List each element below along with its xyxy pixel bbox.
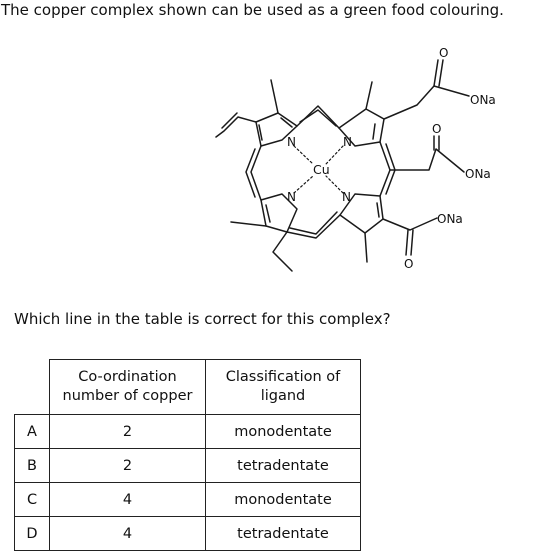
nitrogen-label: N (343, 135, 352, 149)
ligand-classification-cell: tetradentate (206, 517, 361, 551)
empty-header-cell (15, 360, 50, 415)
intro-text: The copper complex shown can be used as a green food colouring. (1, 1, 504, 19)
option-letter: B (15, 449, 50, 483)
carboxylate-label: ONa (470, 93, 496, 107)
coordination-number-cell: 4 (50, 483, 206, 517)
carboxylate-bottom (383, 218, 437, 230)
coordination-number-cell: 4 (50, 517, 206, 551)
copper-label: Cu (313, 162, 330, 177)
ligand-classification-cell: tetradentate (206, 449, 361, 483)
table-row (15, 449, 361, 483)
table-row (15, 517, 361, 551)
nitrogen-label: N (287, 190, 296, 204)
ligand-classification-cell: monodentate (206, 483, 361, 517)
question-text: Which line in the table is correct for this complex? (14, 310, 391, 328)
carboxylate-label: ONa (437, 212, 463, 226)
ligand-classification-cell: monodentate (206, 415, 361, 449)
oxygen-label: O (404, 257, 414, 271)
table-row (15, 483, 361, 517)
oxygen-label: O (432, 122, 442, 136)
table-header-row (15, 360, 361, 415)
option-letter: D (15, 517, 50, 551)
carboxylate-label: ONa (465, 167, 491, 181)
option-letter: C (15, 483, 50, 517)
option-letter: A (15, 415, 50, 449)
header-coordination-number: Co-ordination number of copper (50, 360, 206, 415)
propanoate-chain (384, 86, 469, 119)
oxygen-label: O (439, 46, 449, 60)
coordination-number-cell: 2 (50, 415, 206, 449)
header-ligand-classification: Classification of ligand (206, 360, 361, 415)
answer-table (14, 359, 361, 551)
carboxylate-right (390, 149, 464, 172)
nitrogen-label: N (287, 135, 296, 149)
coordination-number-cell: 2 (50, 449, 206, 483)
nitrogen-label: N (342, 190, 351, 204)
table-row (15, 415, 361, 449)
